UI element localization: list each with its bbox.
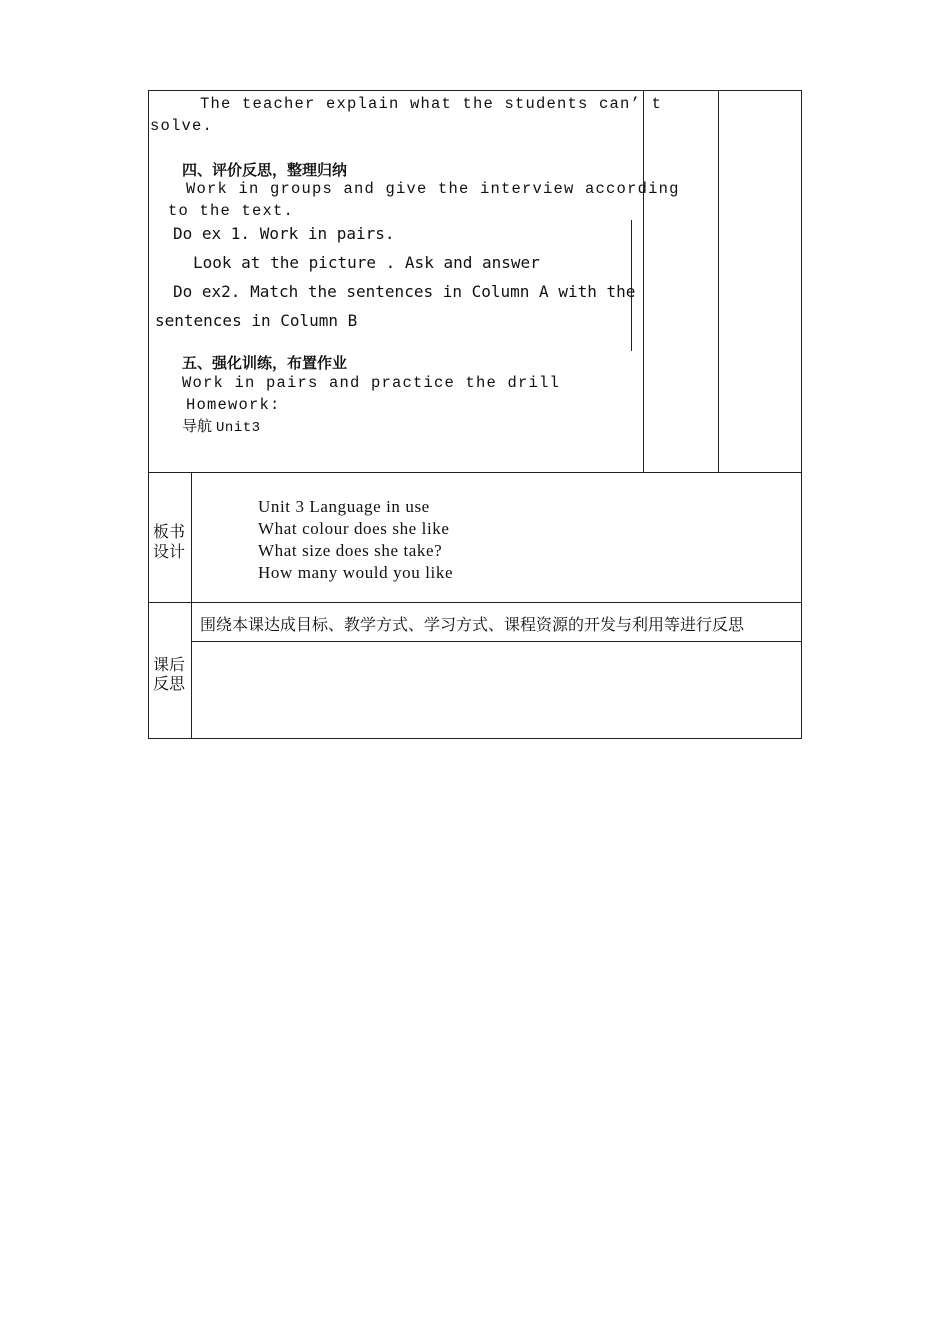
board-label-line-2: 设计 xyxy=(153,542,186,561)
exercise-2-line-1: Do ex2. Match the sentences in Column A with the xyxy=(173,282,636,301)
reflection-label-line-1: 课后 xyxy=(153,655,186,674)
homework-label: Homework: xyxy=(186,396,281,414)
board-line-1: Unit 3 Language in use xyxy=(258,497,430,516)
look-picture-line: Look at the picture . Ask and answer xyxy=(193,253,540,272)
row-divider-top xyxy=(148,472,802,473)
board-line-3: What size does she take? xyxy=(258,541,443,560)
label-column-divider xyxy=(191,472,192,739)
row-divider-board xyxy=(148,602,802,603)
section-4-heading: 四、评价反思，整理归纳 xyxy=(182,161,348,179)
exercise-2-line-2: sentences in Column B xyxy=(155,311,358,330)
table-border-left xyxy=(148,90,149,739)
section-5-line-1: Work in pairs and practice the drill xyxy=(182,374,561,392)
table-border-bottom xyxy=(148,738,802,739)
section-4-line-1: Work in groups and give the interview according xyxy=(186,180,680,198)
row-divider-reflection xyxy=(191,641,802,642)
table-border-top xyxy=(148,90,802,91)
guide-prefix: 导航 xyxy=(182,417,213,435)
board-label-line-1: 板书 xyxy=(153,522,186,541)
board-line-2: What colour does she like xyxy=(258,519,450,538)
board-line-4: How many would you like xyxy=(258,563,454,582)
exercise-1-line: Do ex 1. Work in pairs. xyxy=(173,224,395,243)
teacher-explain-line: The teacher explain what the students can’ t xyxy=(200,95,663,113)
solve-line: solve. xyxy=(150,117,214,135)
reflection-label-line-2: 反思 xyxy=(153,674,186,693)
guide-line xyxy=(182,415,261,436)
section-4-line-2: to the text. xyxy=(168,202,295,220)
reflection-prompt: 围绕本课达成目标、教学方式、学习方式、课程资源的开发与利用等进行反思 xyxy=(200,615,745,634)
section-5-heading: 五、强化训练，布置作业 xyxy=(182,354,348,372)
guide-unit: Unit3 xyxy=(216,420,261,436)
column-divider-2 xyxy=(718,90,719,473)
column-divider-1 xyxy=(643,90,644,473)
